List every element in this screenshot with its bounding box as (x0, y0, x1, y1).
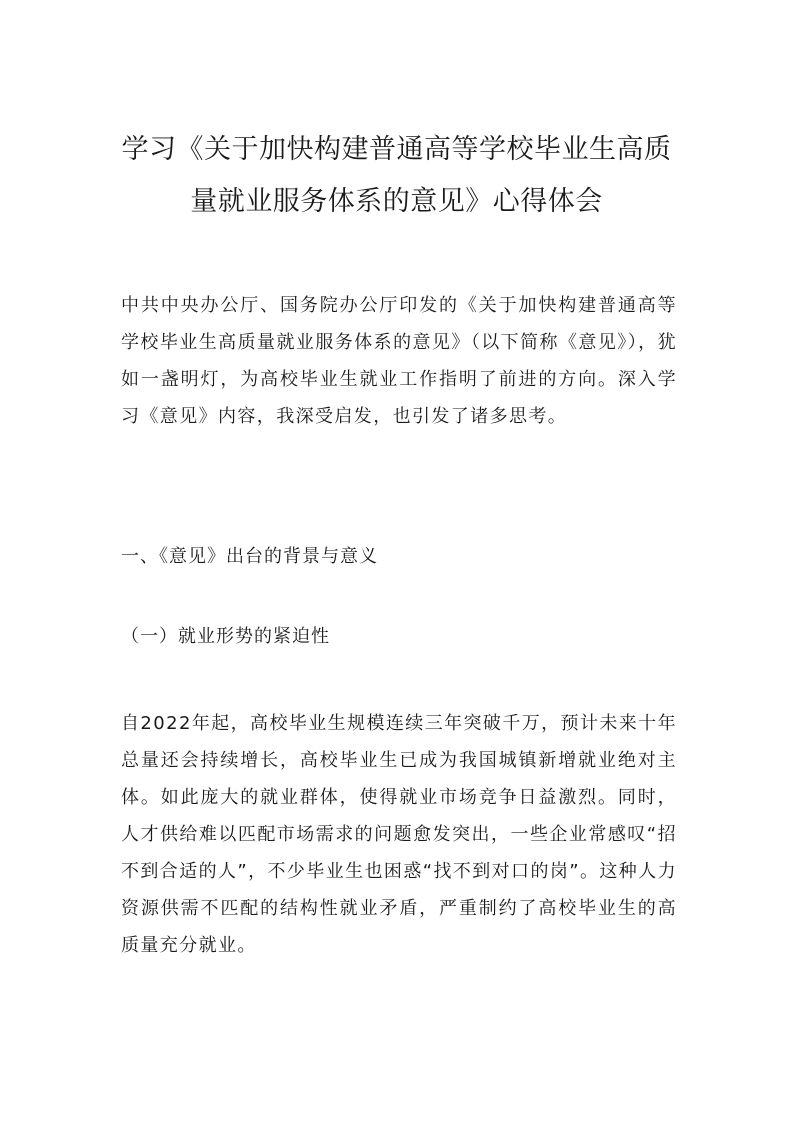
section-heading: 一、《意见》出台的背景与意义 (121, 546, 378, 567)
intro-paragraph: 中共中央办公厅、国务院办公厅印发的《关于加快构建普通高等学校毕业生高质量就业服务体系的意见》（以下简称《意见》），犹如一盏明灯，为高校毕业生就业工作指明了前进的方向。深入学习《意见》内容，我深受启发，也引发了诸多思考。 (121, 295, 677, 427)
document-title: 学习《关于加快构建普通高等学校毕业生高质量就业服务体系的意见》心得体会 (121, 134, 672, 217)
body-paragraph: 自2022年起，高校毕业生规模连续三年突破千万，预计未来十年总量还会持续增长，高校毕业生已成为我国城镇新增就业绝对主体。如此庞大的就业群体，使得就业市场竞争日益激烈。同时，人才供给难以匹配市场需求的问题愈发突出，一些企业常感叹“招不到合适的人”，不少毕业生也困惑“找不到对口的岗”。这种人力资源供需不匹配的结构性就业矛盾，严重制约了高校毕业生的高质量充分就业。 (121, 713, 677, 956)
subsection-heading: （一）就业形势的紧迫性 (121, 626, 330, 647)
